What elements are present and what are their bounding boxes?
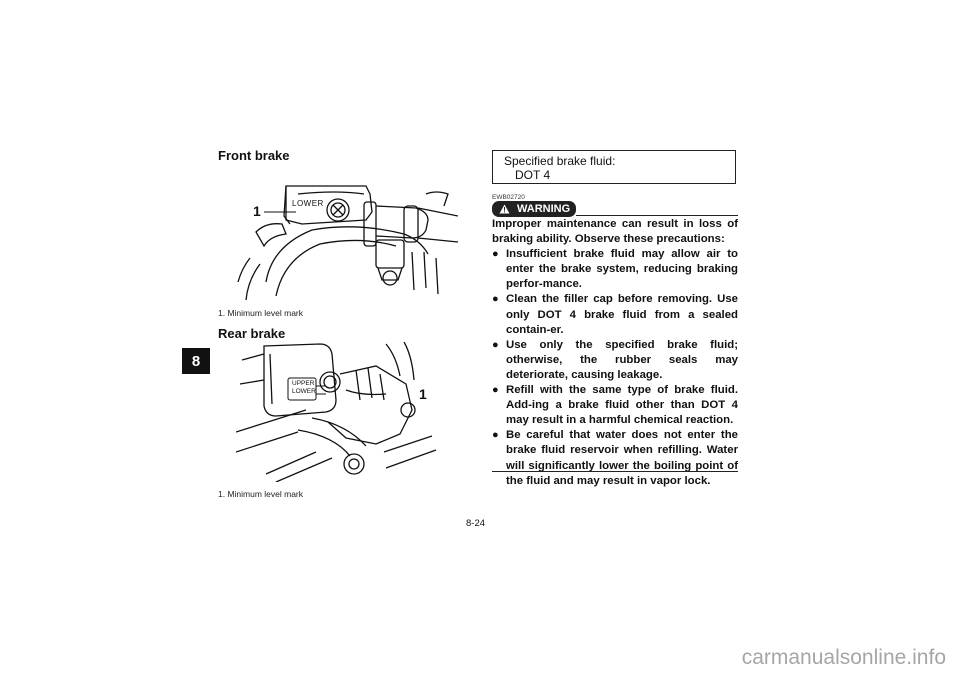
rear-upper-mark-label: UPPER	[292, 380, 315, 387]
warning-end-rule	[492, 471, 738, 472]
bullet-icon: ●	[492, 429, 499, 442]
warning-header-rule	[576, 215, 738, 216]
front-callout-number: 1	[253, 203, 261, 219]
list-item: ● Clean the filler cap before removing. Use only DOT 4 brake fluid from a sealed contain-er.	[492, 293, 738, 336]
list-item: ● Use only the specified brake fluid; otherwise, the rubber seals may deteriorate, causing leakage.	[492, 338, 738, 381]
warning-intro: Improper maintenance can result in loss of braking ability. Observe these precautions:	[492, 218, 738, 246]
spec-label: Specified brake fluid:	[504, 154, 616, 168]
list-item: ● Insufficient brake fluid may allow air to enter the brake system, reducing braking perfor-mance.	[492, 248, 738, 291]
warning-label: WARNING	[517, 203, 571, 215]
rear-brake-reservoir-illustration	[236, 340, 458, 482]
warning-code: EWB02720	[492, 194, 525, 201]
watermark: carmanualsonline.info	[741, 646, 946, 669]
list-item: ● Be careful that water does not enter the brake fluid reservoir when refilling. Water will significantly lower the boiling point of the fluid and may result in vapor lock.	[492, 429, 738, 487]
bullet-icon: ●	[492, 248, 499, 261]
rear-brake-caption: 1. Minimum level mark	[218, 489, 304, 499]
chapter-tab: 8	[182, 348, 210, 374]
front-lower-mark-label: LOWER	[292, 199, 324, 208]
front-brake-heading: Front brake	[218, 148, 290, 163]
warning-list	[492, 247, 738, 489]
page-number: 8-24	[466, 518, 486, 529]
front-brake-caption: 1. Minimum level mark	[218, 308, 304, 318]
warning-badge	[492, 201, 576, 217]
rear-brake-heading: Rear brake	[218, 326, 286, 341]
spec-box	[492, 150, 736, 184]
rear-callout-number: 1	[419, 386, 427, 402]
bullet-icon: ●	[492, 384, 499, 397]
spec-value: DOT 4	[515, 168, 551, 182]
rear-lower-mark-label: LOWER	[292, 388, 316, 395]
bullet-icon: ●	[492, 293, 499, 306]
rear-level-labels	[292, 380, 316, 396]
front-brake-reservoir-illustration	[236, 172, 458, 302]
warning-text	[492, 217, 738, 489]
bullet-icon: ●	[492, 338, 499, 351]
warning-triangle-icon	[499, 204, 510, 214]
list-item: ● Refill with the same type of brake fluid. Add-ing a brake fluid other than DOT 4 may result in a harmful chemical reaction.	[492, 384, 738, 427]
